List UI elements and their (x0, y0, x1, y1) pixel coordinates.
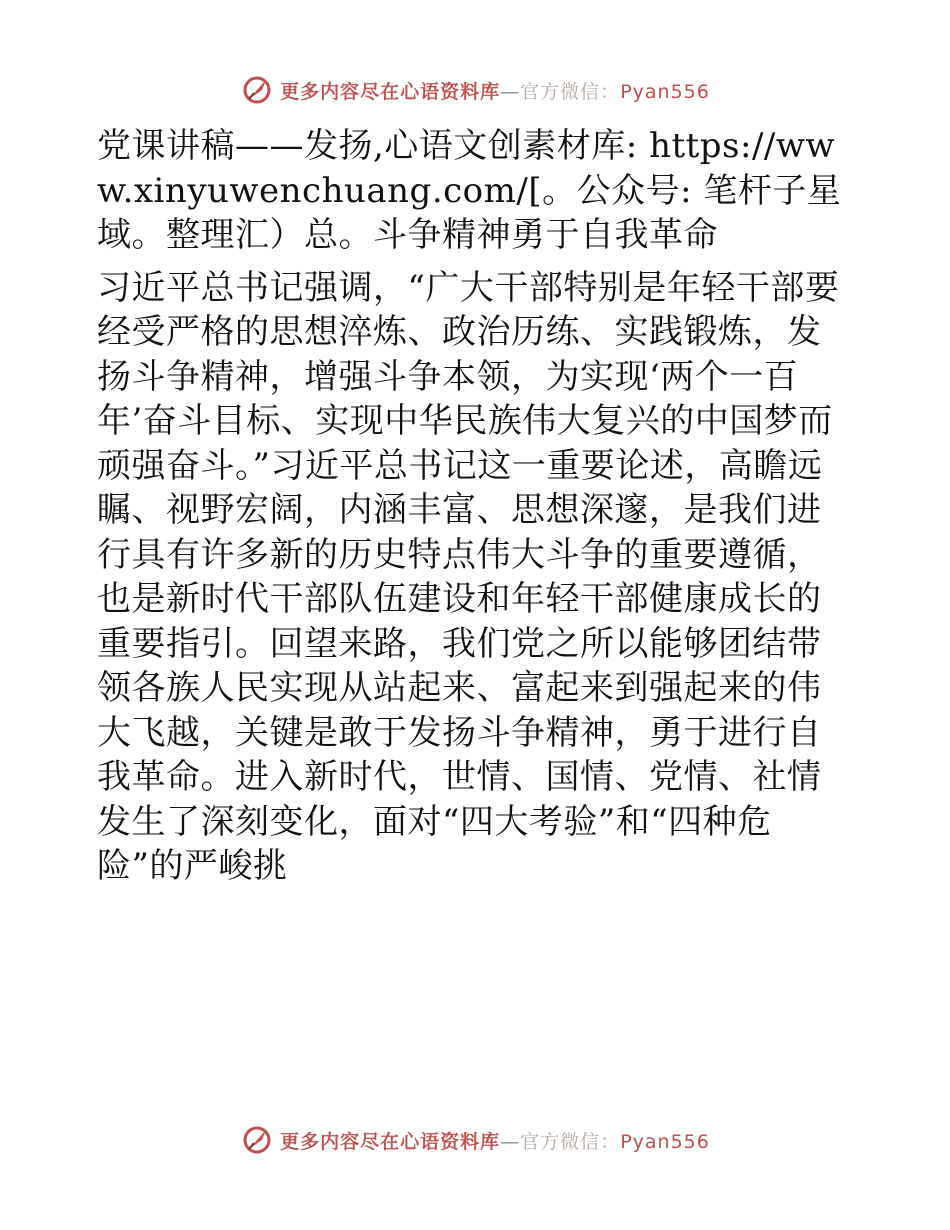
document-content (97, 124, 849, 889)
footer-banner (0, 1120, 950, 1160)
header-banner-wechat-id: Pyan556 (620, 80, 710, 103)
feather-pen-logo-icon (240, 73, 274, 107)
footer-banner-dash: — (500, 1130, 521, 1153)
feather-pen-logo-icon (240, 1123, 274, 1157)
footer-banner-wechat-label: 官方微信： (520, 1130, 621, 1153)
footer-banner-wechat-id: Pyan556 (620, 1130, 710, 1153)
document-title-paragraph: 党课讲稿——发扬,心语文创素材库: https://www.xinyuwenchuang.com/[。公众号: 笔杆子星域。整理汇）总。斗争精神勇于自我革命 (97, 126, 842, 255)
header-banner-text (280, 77, 710, 104)
footer-banner-main: 更多内容尽在心语资料库 (280, 1130, 501, 1153)
footer-banner-text (280, 1127, 710, 1154)
header-banner-main: 更多内容尽在心语资料库 (280, 80, 501, 103)
document-body-paragraph: 习近平总书记强调，“广大干部特别是年轻干部要经受严格的思想淬炼、政治历练、实践锻炼，发扬斗争精神，增强斗争本领，为实现‘两个一百年’奋斗目标、实现中华民族伟大复兴的中国梦而顽强奋斗。”习近平总书记这一重要论述，高瞻远瞩、视野宏阔，内涵丰富、思想深邃，是我们进行具有许多新的历史特点伟大斗争的重要遵循，也是新时代干部队伍建设和年轻干部健康成长的重要指引。回望来路，我们党之所以能够团结带领各族人民实现从站起来、富起来到强起来的伟大飞越，关键是敢于发扬斗争精神，勇于进行自我革命。进入新时代，世情、国情、党情、社情发生了深刻变化，面对“四大考验”和“四种危险”的严峻挑 (97, 267, 840, 886)
header-banner-dash: — (500, 80, 521, 103)
header-banner-wechat-label: 官方微信： (520, 80, 621, 103)
header-banner (0, 70, 950, 110)
